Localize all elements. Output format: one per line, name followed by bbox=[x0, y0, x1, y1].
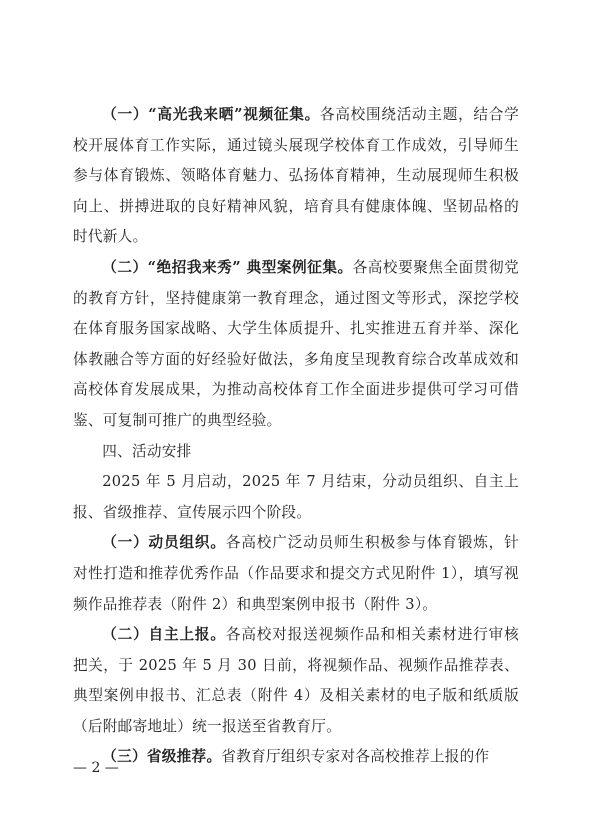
section-text: 2025 年 5 月启动，2025 年 7 月结束，分动员组织、自主上报、省级推荐、宣传展示四个阶段。 bbox=[73, 473, 519, 521]
section-lead: （三）省级推荐。 bbox=[102, 748, 222, 766]
section-lead: （一）动员组织。 bbox=[102, 534, 226, 552]
paragraph-self-report bbox=[73, 620, 519, 742]
document-body bbox=[73, 100, 519, 773]
page-number: — 2 — bbox=[73, 760, 119, 776]
section-text: 各高校要聚焦全面贯彻党的教育方针，坚持健康第一教育理念，通过图文等形式，深挖学校在体育服务国家战略、大学生体质提升、扎实推进五育并举、深化体教融合等方面的好经验好做法，多角度呈现教育综合改革成效和高校体育发展成果，为推动高校体育工作全面进步提供可学习可借鉴、可复制可推广的典型经验。 bbox=[73, 258, 519, 429]
paragraph-video-collection bbox=[73, 100, 519, 253]
paragraph-provincial-recommendation bbox=[73, 742, 519, 773]
paragraph-case-collection bbox=[73, 253, 519, 437]
paragraph-mobilization bbox=[73, 528, 519, 620]
heading-text: 四、活动安排 bbox=[102, 442, 192, 460]
section-heading-activity-arrangement bbox=[73, 437, 519, 468]
section-text: 各高校对报送视频作品和相关素材进行审核把关，于 2025 年 5 月 30 日前，将视频作品、视频作品推荐表、典型案例申报书、汇总表（附件 4）及相关素材的电子版和纸质版（后附邮寄地址）统一报送至省教育厅。 bbox=[73, 626, 519, 735]
section-lead: （二）“绝招我来秀” 典型案例征集。 bbox=[102, 258, 353, 276]
section-text: 各高校广泛动员师生积极参与体育锻炼，针对性打造和推荐优秀作品（作品要求和提交方式见附件 1），填写视频作品推荐表（附件 2）和典型案例申报书（附件 3）。 bbox=[73, 534, 519, 613]
section-lead: （一）“高光我来晒”视频征集。 bbox=[102, 106, 320, 123]
section-text: 各高校围绕活动主题，结合学校开展体育工作实际，通过镜头展现学校体育工作成效，引导师生参与体育锻炼、领略体育魅力、弘扬体育精神，生动展现师生积极向上、拼搏进取的良好精神风貌，培育具有健康体魄、坚韧品格的时代新人。 bbox=[73, 106, 519, 246]
paragraph-schedule bbox=[73, 467, 519, 528]
section-text: 省教育厅组织专家对各高校推荐上报的作 bbox=[221, 748, 490, 766]
section-lead: （二）自主上报。 bbox=[102, 626, 226, 644]
